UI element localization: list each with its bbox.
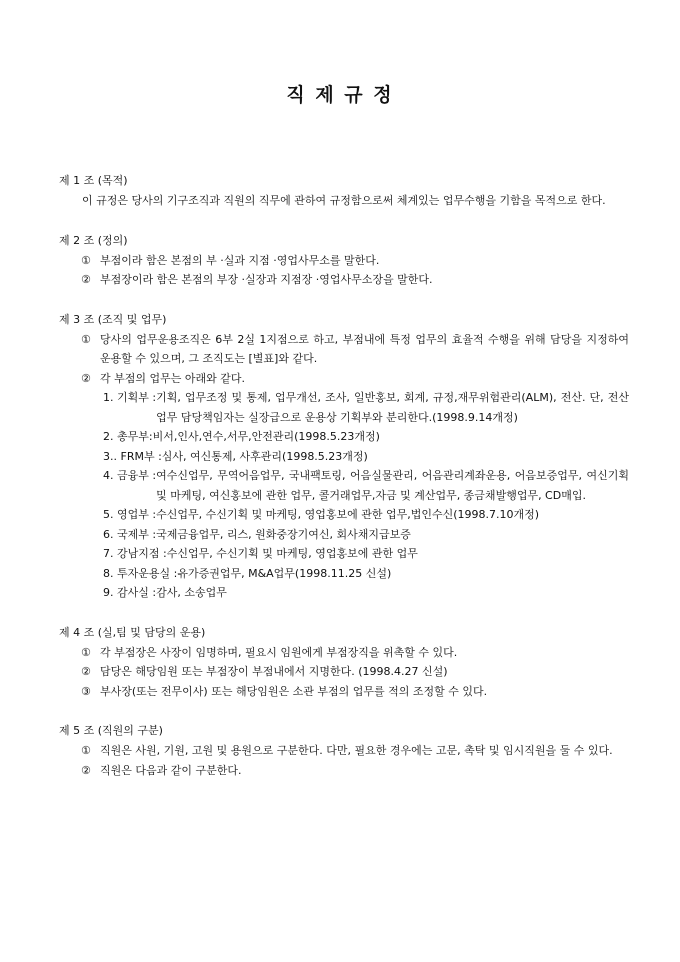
- clause: [59, 761, 629, 781]
- department-label: 8. 투자운용실 :: [103, 566, 178, 580]
- document-body: [59, 171, 629, 800]
- clause-text: 각 부점장은 사장이 임명하며, 필요시 임원에게 부점장직을 위촉할 수 있다.: [100, 645, 458, 659]
- department-duties: 감사, 소송업무: [156, 586, 227, 599]
- clause-marker: ①: [81, 332, 91, 346]
- department-label: 3.. FRM부 :: [103, 449, 162, 463]
- department-duties: 국제금융업무, 리스, 원화중장기여신, 회사채지급보증: [156, 527, 411, 541]
- department-duties: 기획, 업무조정 및 통제, 업무개선, 조사, 일반홍보, 회계, 규정,재무위험관리(ALM), 전산. 단, 전산업무 담당책임자는 실장급으로 운용상 기획부와 분리한다.(1998.9.14개정): [156, 391, 629, 424]
- department-duties: 수신업무, 수신기획 및 마케팅, 영업홍보에 관한 업무,법인수신(1998.7.10개정): [156, 508, 540, 521]
- article-2: [59, 231, 629, 290]
- clause: [59, 369, 629, 389]
- clause-marker: ②: [81, 273, 91, 286]
- article-heading: 제 2 조 (정의): [59, 233, 128, 247]
- clause-marker: ②: [81, 665, 91, 678]
- department-label: 6. 국제부 :: [103, 527, 157, 541]
- department-duties: 심사, 여신통제, 사후관리(1998.5.23개정): [161, 449, 368, 463]
- clause: [59, 330, 629, 369]
- department-duties: 수신업무, 수신기획 및 마케팅, 영업홍보에 관한 업무: [166, 547, 418, 560]
- clause-marker: ②: [81, 371, 91, 385]
- department-duties: 여수신업무, 무역어음업무, 국내팩토링, 어음실물관리, 어음관리계좌운용, 어음보증업무, 여신기획 및 마케팅, 여신홍보에 관한 업무, 콜거래업무,자금 및 계산업무, 종금채발행업무, CD매입.: [156, 469, 629, 502]
- clause: [59, 251, 629, 271]
- clause-text: 부점이라 함은 본점의 부 ·실과 지점 ·영업사무소를 말한다.: [100, 253, 380, 267]
- clause-marker: ②: [81, 763, 91, 777]
- article-5: [59, 721, 629, 780]
- department-item: [59, 388, 629, 427]
- department-item: [59, 427, 629, 447]
- clause-marker: ③: [81, 684, 91, 698]
- department-label: 4. 금융부 :: [103, 469, 157, 482]
- clause-text: 당사의 업무운용조직은 6부 2실 1지점으로 하고, 부점내에 특정 업무의 효율적 수행을 위해 담당을 지정하여 운용할 수 있으며, 그 조직도는 [별표]와 같다.: [100, 332, 629, 365]
- clause: [59, 662, 629, 682]
- article-3: [59, 310, 629, 603]
- clause: [59, 643, 629, 663]
- department-label: 9. 감사실 :: [103, 586, 157, 599]
- clause-text: 직원은 사원, 기원, 고원 및 용원으로 구분한다. 다만, 필요한 경우에는 고문, 촉탁 및 임시직원을 둘 수 있다.: [100, 744, 613, 757]
- department-duties: 유가증권업무, M&A업무(1998.11.25 신설): [177, 566, 392, 580]
- article-1: [59, 171, 629, 211]
- department-item: [59, 525, 629, 545]
- clause-marker: ①: [81, 645, 91, 659]
- clause-marker: ①: [81, 744, 91, 757]
- department-item: [59, 583, 629, 603]
- article-heading: 제 3 조 (조직 및 업무): [59, 312, 167, 326]
- clause-text: 부사장(또는 전무이사) 또는 해당임원은 소관 부점의 업무를 적의 조정할 수 있다.: [100, 684, 488, 698]
- article-heading: 제 5 조 (직원의 구분): [59, 724, 163, 737]
- clause-text: 각 부점의 업무는 아래와 같다.: [100, 371, 245, 385]
- department-item: [59, 544, 629, 564]
- article-heading: 제 4 조 (실,팀 및 담당의 운용): [59, 625, 206, 639]
- department-item: [59, 447, 629, 467]
- department-label: 1. 기획부 :: [103, 391, 157, 404]
- department-item: [59, 505, 629, 525]
- article-text: 이 규정은 당사의 기구조직과 직원의 직무에 관하여 규정함으로써 체계있는 업무수행을 기함을 목적으로 한다.: [82, 194, 606, 207]
- department-label: 2. 총무부:: [103, 430, 153, 443]
- article-heading: 제 1 조 (목적): [59, 174, 128, 187]
- clause: [59, 270, 629, 290]
- department-item: [59, 466, 629, 505]
- department-label: 7. 강남지점 :: [103, 547, 167, 560]
- department-label: 5. 영업부 :: [103, 508, 157, 521]
- clause-text: 부점장이라 함은 본점의 부장 ·실장과 지점장 ·영업사무소장을 말한다.: [100, 273, 433, 286]
- clause-marker: ①: [81, 253, 91, 267]
- department-duties: 비서,인사,연수,서무,안전관리(1998.5.23개정): [152, 430, 380, 443]
- clause-text: 직원은 다음과 같이 구분한다.: [100, 763, 242, 777]
- document-title: 직 제 규 정: [286, 84, 394, 106]
- article-4: [59, 623, 629, 702]
- clause: [59, 682, 629, 702]
- clause: [59, 741, 629, 761]
- clause-text: 담당은 해당임원 또는 부점장이 부점내에서 지명한다. (1998.4.27 신설): [100, 665, 448, 678]
- department-item: [59, 564, 629, 584]
